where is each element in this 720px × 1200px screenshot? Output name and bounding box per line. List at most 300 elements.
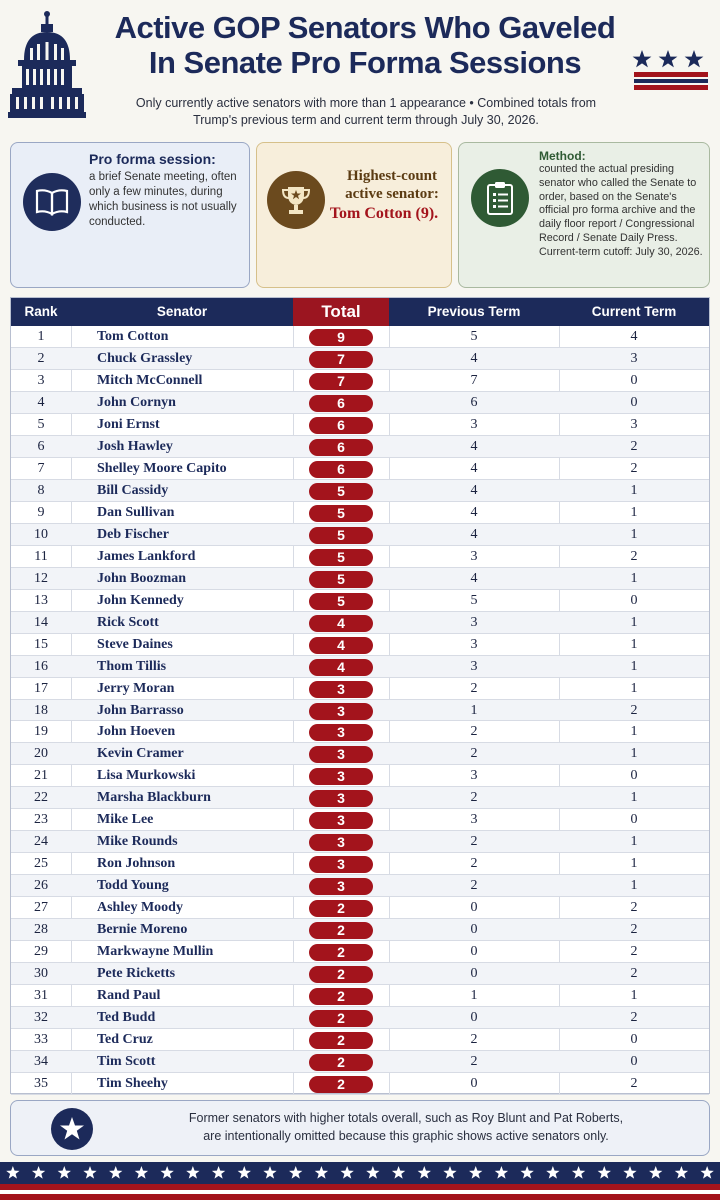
total-cell xyxy=(293,1073,389,1095)
previous-term-cell: 0 xyxy=(470,944,478,960)
current-term-cell: 0 xyxy=(630,592,638,608)
senator-name-cell: Kevin Cramer xyxy=(97,746,184,762)
previous-term-cell: 5 xyxy=(470,329,478,344)
table-row xyxy=(11,326,709,348)
current-term-cell: 4 xyxy=(630,329,638,344)
total-cell xyxy=(293,480,389,502)
rank-cell: 22 xyxy=(34,790,48,806)
table-row xyxy=(11,897,709,919)
previous-term-cell: 3 xyxy=(470,416,478,432)
total-cell xyxy=(293,787,389,809)
rank-cell: 23 xyxy=(34,812,48,828)
senator-name-cell: John Barrasso xyxy=(97,702,184,718)
book-icon xyxy=(23,173,81,231)
total-cell xyxy=(293,721,389,743)
current-term-cell: 1 xyxy=(630,834,638,850)
rank-cell: 33 xyxy=(34,1032,48,1048)
previous-term-cell: 2 xyxy=(470,856,478,872)
senator-name-cell: Bernie Moreno xyxy=(97,922,188,938)
rank-cell: 35 xyxy=(34,1076,48,1092)
table-row xyxy=(11,765,709,787)
band-star-icon xyxy=(392,1166,405,1179)
band-star-icon xyxy=(418,1166,431,1179)
total-badge: 3 xyxy=(309,768,373,785)
total-badge: 3 xyxy=(309,812,373,829)
senator-name-cell: Steve Daines xyxy=(97,636,173,652)
current-term-cell: 1 xyxy=(630,482,638,498)
star-row xyxy=(0,1162,720,1184)
total-badge: 2 xyxy=(309,966,373,983)
senator-name-cell: Mike Rounds xyxy=(97,834,178,850)
total-cell xyxy=(293,326,389,348)
current-term-cell: 2 xyxy=(630,922,638,938)
table-row xyxy=(11,370,709,392)
previous-term-cell: 0 xyxy=(470,966,478,982)
senator-name-cell: Jerry Moran xyxy=(97,680,175,696)
rank-cell: 21 xyxy=(34,768,48,784)
band-star-icon xyxy=(366,1166,379,1179)
band-star-icon xyxy=(546,1166,559,1179)
current-term-cell: 0 xyxy=(630,372,638,388)
previous-term-cell: 2 xyxy=(470,878,478,894)
method-box xyxy=(458,142,710,288)
previous-term-cell: 5 xyxy=(470,592,478,608)
senator-name-cell: Tim Sheehy xyxy=(97,1076,168,1092)
clipboard-icon xyxy=(471,169,529,227)
senator-name-cell: Pete Ricketts xyxy=(97,966,176,982)
previous-term-cell: 0 xyxy=(470,922,478,938)
current-term-cell: 1 xyxy=(630,988,638,1004)
previous-term-cell: 0 xyxy=(470,1010,478,1026)
subtitle-line-1: Only currently active senators with more than 1 appearance • Combined totals from xyxy=(135,96,597,110)
current-term-cell: 2 xyxy=(630,966,638,982)
total-badge: 3 xyxy=(309,681,373,698)
rank-cell: 2 xyxy=(37,350,45,366)
total-badge: 2 xyxy=(309,1076,373,1093)
previous-term-cell: 6 xyxy=(470,394,478,410)
table-row xyxy=(11,875,709,897)
previous-term-cell: 3 xyxy=(470,812,478,828)
previous-term-cell: 2 xyxy=(470,1032,478,1048)
total-cell xyxy=(293,743,389,765)
rank-cell: 30 xyxy=(34,966,48,982)
total-cell xyxy=(293,392,389,414)
rank-cell: 24 xyxy=(34,834,48,850)
senators-table xyxy=(10,297,710,1094)
star-icon xyxy=(51,1108,93,1150)
total-badge: 3 xyxy=(309,724,373,741)
table-row xyxy=(11,853,709,875)
total-cell xyxy=(293,941,389,963)
table-row xyxy=(11,809,709,831)
band-star-icon xyxy=(135,1166,148,1179)
band-star-icon xyxy=(315,1166,328,1179)
total-badge: 6 xyxy=(309,439,373,456)
band-star-icon xyxy=(520,1166,533,1179)
senator-name-cell: Bill Cassidy xyxy=(97,482,169,498)
rank-cell: 19 xyxy=(34,724,48,740)
rank-cell: 25 xyxy=(34,856,48,872)
table-row xyxy=(11,831,709,853)
current-term-cell: 0 xyxy=(630,1032,638,1048)
table-row xyxy=(11,524,709,546)
senator-name-cell: Ron Johnson xyxy=(97,856,176,872)
table-row xyxy=(11,1073,709,1095)
band-star-icon xyxy=(32,1166,45,1179)
rank-cell: 20 xyxy=(34,746,48,762)
table-row xyxy=(11,612,709,634)
current-term-cell: 0 xyxy=(630,1054,638,1070)
senator-name-cell: Rand Paul xyxy=(97,988,161,1004)
table-row xyxy=(11,721,709,743)
previous-term-cell: 3 xyxy=(470,548,478,564)
band-star-icon xyxy=(186,1166,199,1179)
previous-term-cell: 3 xyxy=(470,614,478,630)
previous-term-cell: 2 xyxy=(470,1054,478,1070)
rank-cell: 8 xyxy=(37,482,45,498)
current-term-cell: 1 xyxy=(630,526,638,542)
senator-name-cell: Dan Sullivan xyxy=(97,504,175,520)
table-row xyxy=(11,963,709,985)
rank-cell: 4 xyxy=(37,394,45,410)
senator-name-cell: Deb Fischer xyxy=(97,526,169,542)
total-badge: 9 xyxy=(309,329,373,346)
band-star-icon xyxy=(238,1166,251,1179)
current-term-cell: 3 xyxy=(630,350,638,366)
total-badge: 4 xyxy=(309,637,373,654)
table-row xyxy=(11,1051,709,1073)
previous-term-cell: 1 xyxy=(470,702,478,718)
previous-term-cell: 4 xyxy=(470,482,478,498)
band-star-icon xyxy=(6,1166,19,1179)
table-row xyxy=(11,985,709,1007)
current-term-cell: 1 xyxy=(630,724,638,740)
rank-cell: 31 xyxy=(34,988,48,1004)
senator-name-cell: John Kennedy xyxy=(97,592,184,608)
current-term-cell: 2 xyxy=(630,702,638,718)
table-row xyxy=(11,546,709,568)
rank-cell: 5 xyxy=(37,416,45,432)
rank-cell: 11 xyxy=(34,548,48,564)
previous-term-cell: 4 xyxy=(470,438,478,454)
band-star-icon xyxy=(83,1166,96,1179)
total-badge: 3 xyxy=(309,834,373,851)
table-header xyxy=(11,298,709,326)
current-term-cell: 1 xyxy=(630,680,638,696)
total-badge: 6 xyxy=(309,461,373,478)
total-badge: 2 xyxy=(309,1032,373,1049)
previous-term-cell: 3 xyxy=(470,658,478,674)
header-senator: Senator xyxy=(156,304,208,319)
highest-count-box xyxy=(256,142,452,288)
total-cell xyxy=(293,546,389,568)
total-badge: 3 xyxy=(309,746,373,763)
total-cell xyxy=(293,897,389,919)
stars-stripes-icon xyxy=(632,48,710,96)
rank-cell: 34 xyxy=(34,1054,48,1070)
total-cell xyxy=(293,414,389,436)
total-badge: 2 xyxy=(309,922,373,939)
total-cell xyxy=(293,568,389,590)
table-row xyxy=(11,414,709,436)
rank-cell: 14 xyxy=(34,614,48,630)
senator-name-cell: Marsha Blackburn xyxy=(97,790,211,806)
current-term-cell: 1 xyxy=(630,658,638,674)
total-cell xyxy=(293,963,389,985)
rank-cell: 12 xyxy=(34,570,48,586)
total-badge: 5 xyxy=(309,549,373,566)
current-term-cell: 1 xyxy=(630,614,638,630)
rank-cell: 15 xyxy=(34,636,48,652)
current-term-cell: 1 xyxy=(630,570,638,586)
band-star-icon xyxy=(160,1166,173,1179)
band-star-icon xyxy=(289,1166,302,1179)
table-row xyxy=(11,634,709,656)
highest-count-label: Highest-count active senator: xyxy=(345,168,439,202)
total-cell xyxy=(293,656,389,678)
band-star-icon xyxy=(700,1166,713,1179)
senator-name-cell: John Boozman xyxy=(97,570,187,586)
capitol-dome-icon xyxy=(8,10,86,120)
total-cell xyxy=(293,612,389,634)
definition-box xyxy=(10,142,250,288)
senator-name-cell: Rick Scott xyxy=(97,614,159,630)
previous-term-cell: 7 xyxy=(470,372,478,388)
header-total: Total xyxy=(293,298,389,326)
total-badge: 4 xyxy=(309,659,373,676)
method-body: counted the actual presiding senator who called the Senate to order, based on the Senate's official pro forma archive and the daily floor report / Congressional Record / Senate Daily Press. Current-term cutoff: July 30, 2026. xyxy=(539,163,703,258)
rank-cell: 10 xyxy=(34,526,48,542)
previous-term-cell: 4 xyxy=(470,570,478,586)
senator-name-cell: Joni Ernst xyxy=(97,416,160,432)
senator-name-cell: James Lankford xyxy=(97,548,196,564)
bottom-flag-band xyxy=(0,1162,720,1200)
current-term-cell: 1 xyxy=(630,504,638,520)
table-row xyxy=(11,656,709,678)
total-cell xyxy=(293,348,389,370)
senator-name-cell: Mitch McConnell xyxy=(97,372,203,388)
senator-name-cell: Ted Cruz xyxy=(97,1032,153,1048)
band-star-icon xyxy=(109,1166,122,1179)
current-term-cell: 1 xyxy=(630,856,638,872)
total-badge: 2 xyxy=(309,1054,373,1071)
rank-cell: 17 xyxy=(34,680,48,696)
footer-note xyxy=(10,1100,710,1156)
footer-note-line-1: Former senators with higher totals overall, such as Roy Blunt and Pat Roberts, xyxy=(188,1111,624,1125)
header xyxy=(0,0,720,140)
total-badge: 2 xyxy=(309,1010,373,1027)
table-row xyxy=(11,392,709,414)
senator-name-cell: Mike Lee xyxy=(97,812,154,828)
senator-name-cell: Lisa Murkowski xyxy=(97,768,196,784)
rank-cell: 7 xyxy=(37,460,45,476)
current-term-cell: 2 xyxy=(630,438,638,454)
rank-cell: 1 xyxy=(37,329,45,344)
total-cell xyxy=(293,458,389,480)
current-term-cell: 2 xyxy=(630,1010,638,1026)
senator-name-cell: Markwayne Mullin xyxy=(97,944,214,960)
current-term-cell: 0 xyxy=(630,812,638,828)
current-term-cell: 0 xyxy=(630,394,638,410)
total-cell xyxy=(293,1051,389,1073)
current-term-cell: 2 xyxy=(630,1076,638,1092)
total-badge: 5 xyxy=(309,483,373,500)
table-row xyxy=(11,436,709,458)
band-star-icon xyxy=(598,1166,611,1179)
total-cell xyxy=(293,524,389,546)
footer-note-text xyxy=(111,1109,701,1145)
senator-name-cell: John Cornyn xyxy=(97,394,176,410)
table-row xyxy=(11,458,709,480)
band-star-icon xyxy=(572,1166,585,1179)
total-cell xyxy=(293,436,389,458)
senator-name-cell: Ted Budd xyxy=(97,1010,156,1026)
page-title xyxy=(90,10,640,80)
table-row xyxy=(11,480,709,502)
current-term-cell: 2 xyxy=(630,944,638,960)
total-cell xyxy=(293,809,389,831)
total-cell xyxy=(293,765,389,787)
rank-cell: 26 xyxy=(34,878,48,894)
subtitle xyxy=(86,95,646,129)
rank-cell: 3 xyxy=(37,372,45,388)
band-star-icon xyxy=(263,1166,276,1179)
previous-term-cell: 4 xyxy=(470,526,478,542)
total-cell xyxy=(293,853,389,875)
band-star-icon xyxy=(58,1166,71,1179)
table-row xyxy=(11,1029,709,1051)
previous-term-cell: 4 xyxy=(470,350,478,366)
rank-cell: 29 xyxy=(34,944,48,960)
current-term-cell: 2 xyxy=(630,900,638,916)
current-term-cell: 2 xyxy=(630,548,638,564)
rank-cell: 6 xyxy=(37,438,45,454)
total-cell xyxy=(293,370,389,392)
previous-term-cell: 1 xyxy=(470,988,478,1004)
rank-cell: 16 xyxy=(34,658,48,674)
total-cell xyxy=(293,634,389,656)
total-badge: 2 xyxy=(309,944,373,961)
rank-cell: 13 xyxy=(34,592,48,608)
band-star-icon xyxy=(469,1166,482,1179)
header-rank: Rank xyxy=(24,304,58,319)
current-term-cell: 3 xyxy=(630,416,638,432)
senator-name-cell: Todd Young xyxy=(97,878,169,894)
table-row xyxy=(11,568,709,590)
star-row-icon xyxy=(0,1162,720,1184)
total-cell xyxy=(293,502,389,524)
senator-name-cell: Tim Scott xyxy=(97,1054,156,1070)
previous-term-cell: 4 xyxy=(470,504,478,520)
highest-count-name: Tom Cotton (9). xyxy=(329,205,439,222)
total-badge: 4 xyxy=(309,615,373,632)
band-star-icon xyxy=(623,1166,636,1179)
senator-name-cell: Ashley Moody xyxy=(97,900,183,916)
current-term-cell: 2 xyxy=(630,460,638,476)
total-badge: 2 xyxy=(309,988,373,1005)
senator-name-cell: Shelley Moore Capito xyxy=(97,460,227,476)
table-row xyxy=(11,590,709,612)
total-badge: 6 xyxy=(309,395,373,412)
total-badge: 3 xyxy=(309,878,373,895)
senator-name-cell: Thom Tillis xyxy=(97,658,167,674)
current-term-cell: 1 xyxy=(630,790,638,806)
total-badge: 6 xyxy=(309,417,373,434)
total-cell xyxy=(293,831,389,853)
title-line-2: In Senate Pro Forma Sessions xyxy=(148,45,582,80)
previous-term-cell: 2 xyxy=(470,680,478,696)
header-current-term: Current Term xyxy=(591,304,677,319)
table-row xyxy=(11,678,709,700)
definition-body: a brief Senate meeting, often only a few minutes, during which business is not usually conducted. xyxy=(89,171,237,228)
total-cell xyxy=(293,919,389,941)
stripe xyxy=(0,1194,720,1200)
total-badge: 3 xyxy=(309,856,373,873)
rank-cell: 32 xyxy=(34,1010,48,1026)
definition-heading: Pro forma session: xyxy=(89,151,216,167)
table-row xyxy=(11,502,709,524)
total-cell xyxy=(293,1007,389,1029)
total-cell xyxy=(293,678,389,700)
method-heading: Method: xyxy=(539,149,586,163)
table-row xyxy=(11,919,709,941)
current-term-cell: 1 xyxy=(630,878,638,894)
total-cell xyxy=(293,1029,389,1051)
table-row xyxy=(11,743,709,765)
current-term-cell: 1 xyxy=(630,636,638,652)
table-row xyxy=(11,1007,709,1029)
total-badge: 7 xyxy=(309,373,373,390)
rank-cell: 18 xyxy=(34,702,48,718)
total-badge: 5 xyxy=(309,505,373,522)
band-star-icon xyxy=(212,1166,225,1179)
previous-term-cell: 0 xyxy=(470,1076,478,1092)
band-star-icon xyxy=(443,1166,456,1179)
previous-term-cell: 3 xyxy=(470,636,478,652)
band-star-icon xyxy=(495,1166,508,1179)
senator-name-cell: John Hoeven xyxy=(97,724,176,740)
previous-term-cell: 0 xyxy=(470,900,478,916)
table-row xyxy=(11,941,709,963)
current-term-cell: 1 xyxy=(630,746,638,762)
previous-term-cell: 2 xyxy=(470,724,478,740)
header-previous-term: Previous Term xyxy=(427,304,521,319)
total-badge: 7 xyxy=(309,351,373,368)
previous-term-cell: 3 xyxy=(470,768,478,784)
band-star-icon xyxy=(675,1166,688,1179)
total-cell xyxy=(293,700,389,722)
band-star-icon xyxy=(649,1166,662,1179)
senator-name-cell: Tom Cotton xyxy=(97,329,169,344)
rank-cell: 28 xyxy=(34,922,48,938)
total-badge: 5 xyxy=(309,571,373,588)
rank-cell: 27 xyxy=(34,900,48,916)
previous-term-cell: 2 xyxy=(470,834,478,850)
table-row xyxy=(11,700,709,722)
rank-cell: 9 xyxy=(37,504,45,520)
previous-term-cell: 2 xyxy=(470,746,478,762)
senator-name-cell: Josh Hawley xyxy=(97,438,173,454)
previous-term-cell: 4 xyxy=(470,460,478,476)
total-badge: 3 xyxy=(309,703,373,720)
footer-note-line-2: are intentionally omitted because this graphic shows active senators only. xyxy=(203,1129,609,1143)
table-row xyxy=(11,348,709,370)
total-cell xyxy=(293,875,389,897)
subtitle-line-2: Trump's previous term and current term through July 30, 2026. xyxy=(193,113,539,127)
total-badge: 5 xyxy=(309,527,373,544)
current-term-cell: 0 xyxy=(630,768,638,784)
total-cell xyxy=(293,985,389,1007)
